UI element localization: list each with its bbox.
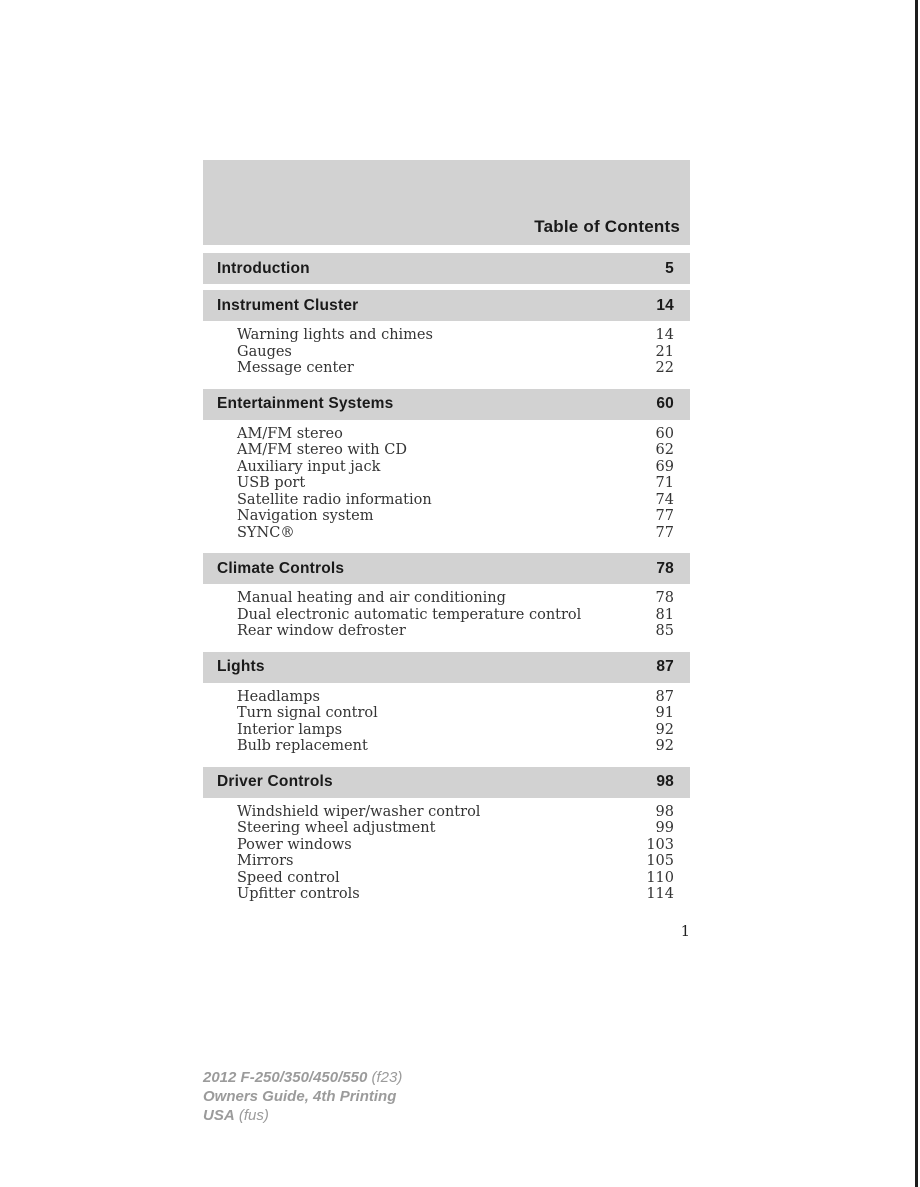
toc-item-label: SYNC® bbox=[237, 524, 295, 541]
footer-model-code: (f23) bbox=[371, 1069, 403, 1086]
toc-item bbox=[237, 459, 674, 476]
toc-item-label: Bulb replacement bbox=[237, 738, 368, 754]
toc-item-label: Mirrors bbox=[237, 853, 294, 869]
toc-item-page: 77 bbox=[655, 508, 674, 524]
toc-item bbox=[237, 590, 674, 607]
toc-item-label: Interior lamps bbox=[237, 721, 343, 738]
toc-section-title: Lights bbox=[217, 658, 265, 675]
toc-section-bar bbox=[203, 253, 690, 284]
toc-item-label: Navigation system bbox=[237, 508, 374, 524]
toc-item-list bbox=[203, 321, 690, 383]
toc-section-page: 5 bbox=[665, 259, 674, 277]
toc-item-page: 103 bbox=[646, 836, 674, 853]
toc-section-bar bbox=[203, 652, 690, 683]
toc-item-page: 78 bbox=[655, 590, 674, 606]
toc-section-bar bbox=[203, 767, 690, 798]
footer-line-guide bbox=[203, 1087, 690, 1106]
toc-item-page: 92 bbox=[655, 721, 674, 738]
toc-item-page: 21 bbox=[655, 343, 674, 360]
toc-item bbox=[237, 327, 674, 344]
footer-guide-text: Owners Guide, 4th Printing bbox=[203, 1088, 397, 1105]
toc-item-label: Message center bbox=[237, 360, 354, 376]
toc-item bbox=[237, 689, 674, 706]
toc-item-label: Satellite radio information bbox=[237, 491, 432, 508]
toc-item bbox=[237, 525, 674, 542]
toc-item-page: 110 bbox=[646, 869, 674, 886]
toc-item bbox=[237, 705, 674, 722]
toc-item-label: USB port bbox=[237, 475, 306, 491]
toc-item-page: 105 bbox=[646, 853, 674, 869]
toc-item-list bbox=[203, 683, 690, 761]
toc-item bbox=[237, 870, 674, 887]
toc-section-bar bbox=[203, 389, 690, 420]
footer-line-region bbox=[203, 1106, 690, 1125]
toc-item-page: 91 bbox=[655, 705, 674, 721]
toc-item-page: 85 bbox=[655, 623, 674, 639]
toc-item-label: Steering wheel adjustment bbox=[237, 820, 436, 836]
toc-item bbox=[237, 722, 674, 739]
toc-section-title: Introduction bbox=[217, 259, 310, 277]
toc-item-label: Power windows bbox=[237, 836, 352, 853]
toc-item-page: 81 bbox=[655, 606, 674, 623]
toc-item bbox=[237, 886, 674, 903]
toc-item bbox=[237, 442, 674, 459]
toc-item-label: AM/FM stereo with CD bbox=[237, 442, 407, 458]
toc-section-title: Climate Controls bbox=[217, 559, 345, 577]
toc-item-page: 74 bbox=[655, 491, 674, 508]
toc-item-label: Headlamps bbox=[237, 688, 320, 705]
toc-item-list bbox=[203, 798, 690, 909]
toc-item-label: Windshield wiper/washer control bbox=[237, 803, 481, 820]
toc-item-page: 60 bbox=[655, 425, 674, 442]
toc-item bbox=[237, 853, 674, 870]
toc-item-page: 69 bbox=[655, 458, 674, 475]
footer-model-text: 2012 F-250/350/450/550 bbox=[203, 1069, 368, 1086]
toc-item bbox=[237, 426, 674, 443]
toc-section-title: Driver Controls bbox=[217, 773, 333, 790]
toc-item bbox=[237, 360, 674, 377]
toc-section-bar bbox=[203, 290, 690, 321]
page-edge-rule bbox=[915, 0, 918, 1187]
toc-header bbox=[203, 160, 690, 245]
toc-item bbox=[237, 607, 674, 624]
toc-item bbox=[237, 508, 674, 525]
toc-item-page: 114 bbox=[646, 886, 674, 902]
toc-item-list bbox=[203, 420, 690, 548]
toc-item-page: 99 bbox=[655, 820, 674, 836]
toc-content bbox=[203, 160, 690, 909]
toc-item-label: Auxiliary input jack bbox=[237, 458, 381, 475]
toc-item-label: Warning lights and chimes bbox=[237, 327, 433, 343]
toc-section-title: Entertainment Systems bbox=[217, 395, 394, 412]
page-number: 1 bbox=[680, 924, 690, 940]
toc-item-page: 71 bbox=[655, 475, 674, 491]
toc-item-label: Rear window defroster bbox=[237, 623, 406, 639]
toc-item-list bbox=[203, 584, 690, 646]
toc-item bbox=[237, 738, 674, 755]
toc-item-page: 14 bbox=[655, 327, 674, 343]
toc-item-label: Dual electronic automatic temperature control bbox=[237, 606, 582, 623]
toc-item-page: 77 bbox=[655, 524, 674, 541]
toc-section-page: 78 bbox=[656, 559, 674, 577]
toc-sections bbox=[203, 253, 690, 909]
footer-line-model bbox=[203, 1068, 690, 1087]
toc-item bbox=[237, 475, 674, 492]
toc-section-title: Instrument Cluster bbox=[217, 296, 359, 314]
footer bbox=[203, 1068, 690, 1125]
toc-item-label: Manual heating and air conditioning bbox=[237, 590, 506, 606]
toc-item-label: Upfitter controls bbox=[237, 886, 360, 902]
toc-item-page: 87 bbox=[655, 688, 674, 705]
toc-section-page: 14 bbox=[656, 296, 674, 314]
toc-item-label: Turn signal control bbox=[237, 705, 378, 721]
toc-section-page: 60 bbox=[656, 395, 674, 412]
toc-item bbox=[237, 837, 674, 854]
toc-title: Table of Contents bbox=[534, 217, 680, 236]
toc-item-label: Speed control bbox=[237, 869, 340, 886]
toc-item bbox=[237, 820, 674, 837]
toc-section-bar bbox=[203, 553, 690, 584]
toc-section-page: 98 bbox=[656, 773, 674, 790]
toc-item-page: 98 bbox=[655, 803, 674, 820]
toc-item bbox=[237, 623, 674, 640]
toc-item-page: 62 bbox=[655, 442, 674, 458]
toc-item-label: Gauges bbox=[237, 343, 292, 360]
footer-region-code: (fus) bbox=[238, 1107, 269, 1124]
toc-item-label: AM/FM stereo bbox=[237, 425, 343, 442]
toc-item bbox=[237, 344, 674, 361]
toc-item bbox=[237, 492, 674, 509]
toc-item bbox=[237, 804, 674, 821]
toc-section-page: 87 bbox=[656, 658, 674, 675]
footer-region-text: USA bbox=[203, 1107, 235, 1124]
toc-item-page: 22 bbox=[655, 360, 674, 376]
toc-item-page: 92 bbox=[655, 738, 674, 754]
